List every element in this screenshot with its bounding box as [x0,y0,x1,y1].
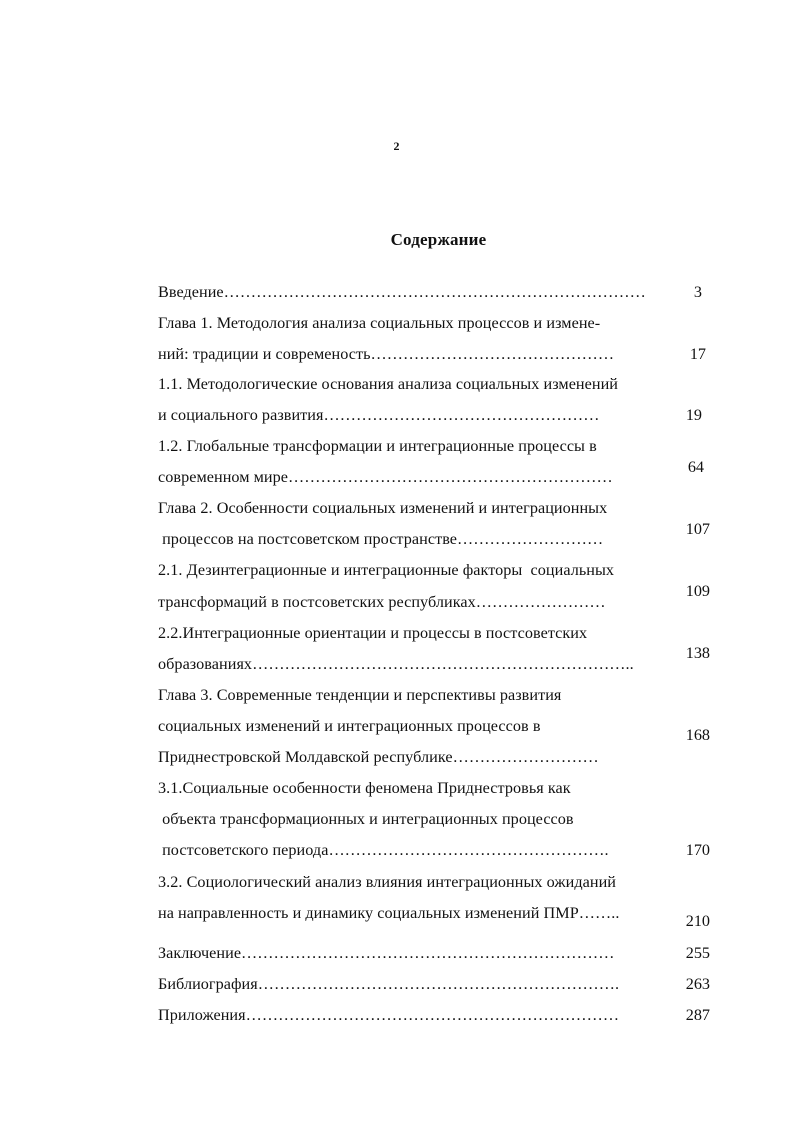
toc-entry-page: 64 [687,458,704,476]
toc-entry-text: Библиография…………………………………………………………. [158,975,620,993]
toc-entry-text: 1.2. Глобальные трансформации и интеграционные процессы в [158,437,597,455]
toc-entry-text: Глава 1. Методология анализа социальных процессов и измене- [158,314,601,332]
toc-entry-text: Заключение…………………………………………………………… [158,944,615,962]
toc-entry-page: 168 [685,726,710,744]
toc-entry-page: 287 [685,1006,710,1024]
toc-entry-text: образованиях…………………………………………………………….. [158,655,634,673]
toc-entry-page: 263 [685,975,710,993]
toc-entry-text: 3.1.Социальные особенности феномена Приднестровья как [158,779,571,797]
toc-entry-page: 109 [685,582,710,600]
toc-entry-text: 1.1. Методологические основания анализа социальных изменений [158,375,619,393]
toc-entry-text: Приднестровской Молдавской республике……………………… [158,748,599,766]
toc-entry-page: 138 [685,644,710,662]
toc-entry-text: 2.1. Дезинтеграционные и интеграционные факторы социальных [158,561,615,579]
toc-entry-text: объекта трансформационных и интеграционных процессов [158,810,574,828]
toc-entry-page: 210 [685,912,710,930]
toc-entry-text: 2.2.Интеграционные ориентации и процессы в постсоветских [158,624,588,642]
toc-entry-page: 107 [685,520,710,538]
page-number: 2 [393,139,400,153]
page-title: Содержание [390,230,487,249]
toc-entry-text: Введение…………………………………………………………………… [158,283,646,301]
toc-entry-page: 170 [685,841,710,859]
toc-entry-text: Глава 2. Особенности социальных изменений и интеграционных [158,499,608,517]
toc-entry-text: социальных изменений и интеграционных процессов в [158,717,541,735]
toc-entry-page: 3 [693,283,702,301]
toc-entry-text: современном мире…………………………………………………… [158,468,613,486]
toc-entry-text: на направленность и динамику социальных изменений ПМР…….. [158,904,620,922]
toc-entry-text: 3.2. Социологический анализ влияния интеграционных ожиданий [158,873,617,891]
toc-entry-page: 17 [689,345,706,363]
toc-entry-text: ний: традиции и современость……………………………………… [158,345,615,363]
toc-entry-page: 255 [685,944,710,962]
toc-entry-page: 19 [685,406,702,424]
toc-entry-text: и социального развития…………………………………………… [158,406,600,424]
toc-entry-text: процессов на постсоветском пространстве……………………… [158,530,604,548]
toc-entry-text: трансформаций в постсоветских республиках…………………… [158,593,606,611]
toc-entry-text: Глава 3. Современные тенденции и перспективы развития [158,686,562,704]
toc-entry-text: Приложения…………………………………………………………… [158,1006,620,1024]
toc-entry-text: постсоветского периода……………………………………………. [158,841,609,859]
